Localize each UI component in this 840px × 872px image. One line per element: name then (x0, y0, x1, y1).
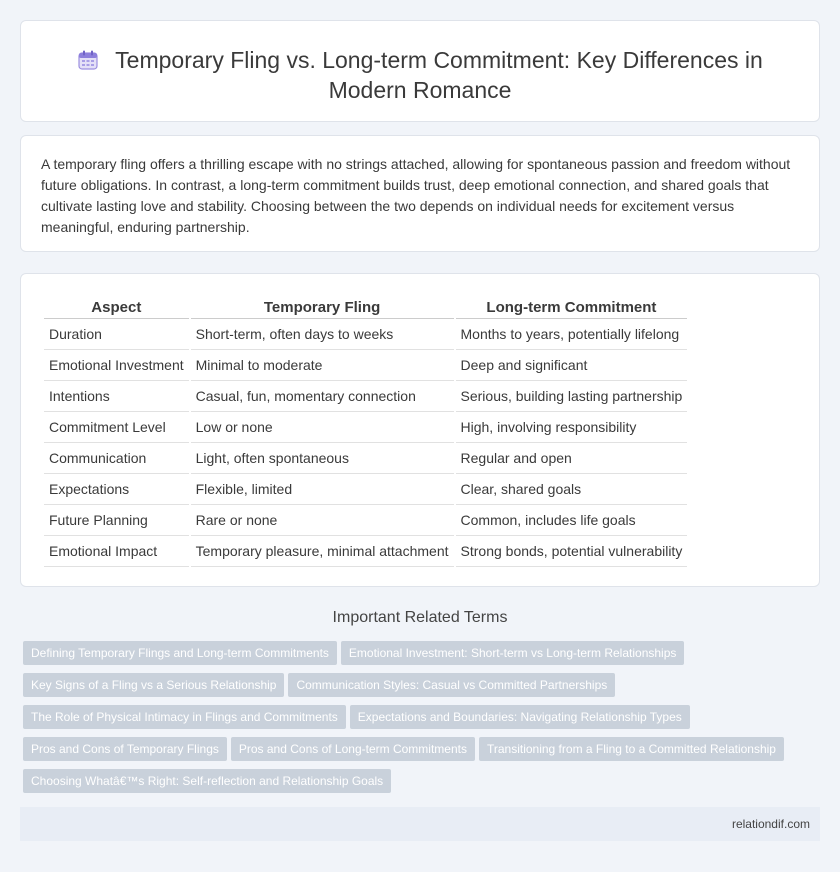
table-row (44, 350, 687, 381)
table-row (44, 505, 687, 536)
table-cell: Temporary pleasure, minimal attachment (191, 536, 454, 567)
footer (20, 807, 820, 841)
related-term-tag[interactable]: Communication Styles: Casual vs Committed Partnerships (288, 673, 615, 697)
table-cell: Minimal to moderate (191, 350, 454, 381)
table-row (44, 536, 687, 567)
table-cell: Short-term, often days to weeks (191, 319, 454, 350)
column-header: Long-term Commitment (456, 297, 688, 319)
related-term-tag[interactable]: The Role of Physical Intimacy in Flings and Commitments (23, 705, 346, 729)
table-cell: Rare or none (191, 505, 454, 536)
table-cell: High, involving responsibility (456, 412, 688, 443)
header-card (20, 20, 820, 122)
tag-row (23, 705, 803, 737)
comparison-card (20, 273, 820, 587)
table-row (44, 443, 687, 474)
page-title (61, 45, 779, 105)
table-cell: Low or none (191, 412, 454, 443)
table-cell: Regular and open (456, 443, 688, 474)
intro-card (20, 135, 820, 252)
tag-row (23, 737, 803, 769)
calendar-icon (77, 49, 99, 71)
table-row (44, 412, 687, 443)
table-cell: Flexible, limited (191, 474, 454, 505)
table-cell: Emotional Impact (44, 536, 189, 567)
table-cell: Months to years, potentially lifelong (456, 319, 688, 350)
table-cell: Casual, fun, momentary connection (191, 381, 454, 412)
table-cell: Commitment Level (44, 412, 189, 443)
table-cell: Communication (44, 443, 189, 474)
related-terms-title: Important Related Terms (332, 609, 508, 626)
table-cell: Duration (44, 319, 189, 350)
table-row (44, 319, 687, 350)
related-term-tag[interactable]: Defining Temporary Flings and Long-term Commitments (23, 641, 337, 665)
table-cell: Expectations (44, 474, 189, 505)
table-cell: Future Planning (44, 505, 189, 536)
table-cell: Light, often spontaneous (191, 443, 454, 474)
table-cell: Common, includes life goals (456, 505, 688, 536)
related-tags (23, 641, 803, 801)
table-row (44, 474, 687, 505)
footer-site-link[interactable]: relationdif.com (731, 817, 810, 831)
comparison-table (42, 297, 689, 567)
related-term-tag[interactable]: Pros and Cons of Long-term Commitments (231, 737, 475, 761)
related-term-tag[interactable]: Choosing Whatâ€™s Right: Self-reflection and Relationship Goals (23, 769, 391, 793)
tag-row (23, 769, 803, 801)
related-term-tag[interactable]: Expectations and Boundaries: Navigating Relationship Types (350, 705, 690, 729)
table-cell: Deep and significant (456, 350, 688, 381)
table-cell: Intentions (44, 381, 189, 412)
related-term-tag[interactable]: Emotional Investment: Short-term vs Long-term Relationships (341, 641, 684, 665)
column-header: Temporary Fling (191, 297, 454, 319)
related-terms-section (20, 605, 820, 788)
table-cell: Clear, shared goals (456, 474, 688, 505)
related-term-tag[interactable]: Pros and Cons of Temporary Flings (23, 737, 227, 761)
title-wrap (61, 45, 779, 105)
related-term-tag[interactable]: Transitioning from a Fling to a Committed Relationship (479, 737, 784, 761)
related-term-tag[interactable]: Key Signs of a Fling vs a Serious Relationship (23, 673, 284, 697)
page-title-text: Temporary Fling vs. Long-term Commitment: Key Differences in Modern Romance (115, 47, 763, 103)
table-cell: Serious, building lasting partnership (456, 381, 688, 412)
table-cell: Emotional Investment (44, 350, 189, 381)
tag-row (23, 673, 803, 705)
table-cell: Strong bonds, potential vulnerability (456, 536, 688, 567)
column-header: Aspect (44, 297, 189, 319)
intro-text: A temporary fling offers a thrilling escape with no strings attached, allowing for spontaneous passion and freedom without future obligations. In contrast, a long-term commitment builds trust, deep emotional connection, and shared goals that cultivate lasting love and stability. Choosing between the two depends on individual needs for excitement versus meaningful, enduring partnership. (41, 156, 791, 235)
table-header-row (44, 297, 687, 319)
tag-row (23, 641, 803, 673)
table-row (44, 381, 687, 412)
